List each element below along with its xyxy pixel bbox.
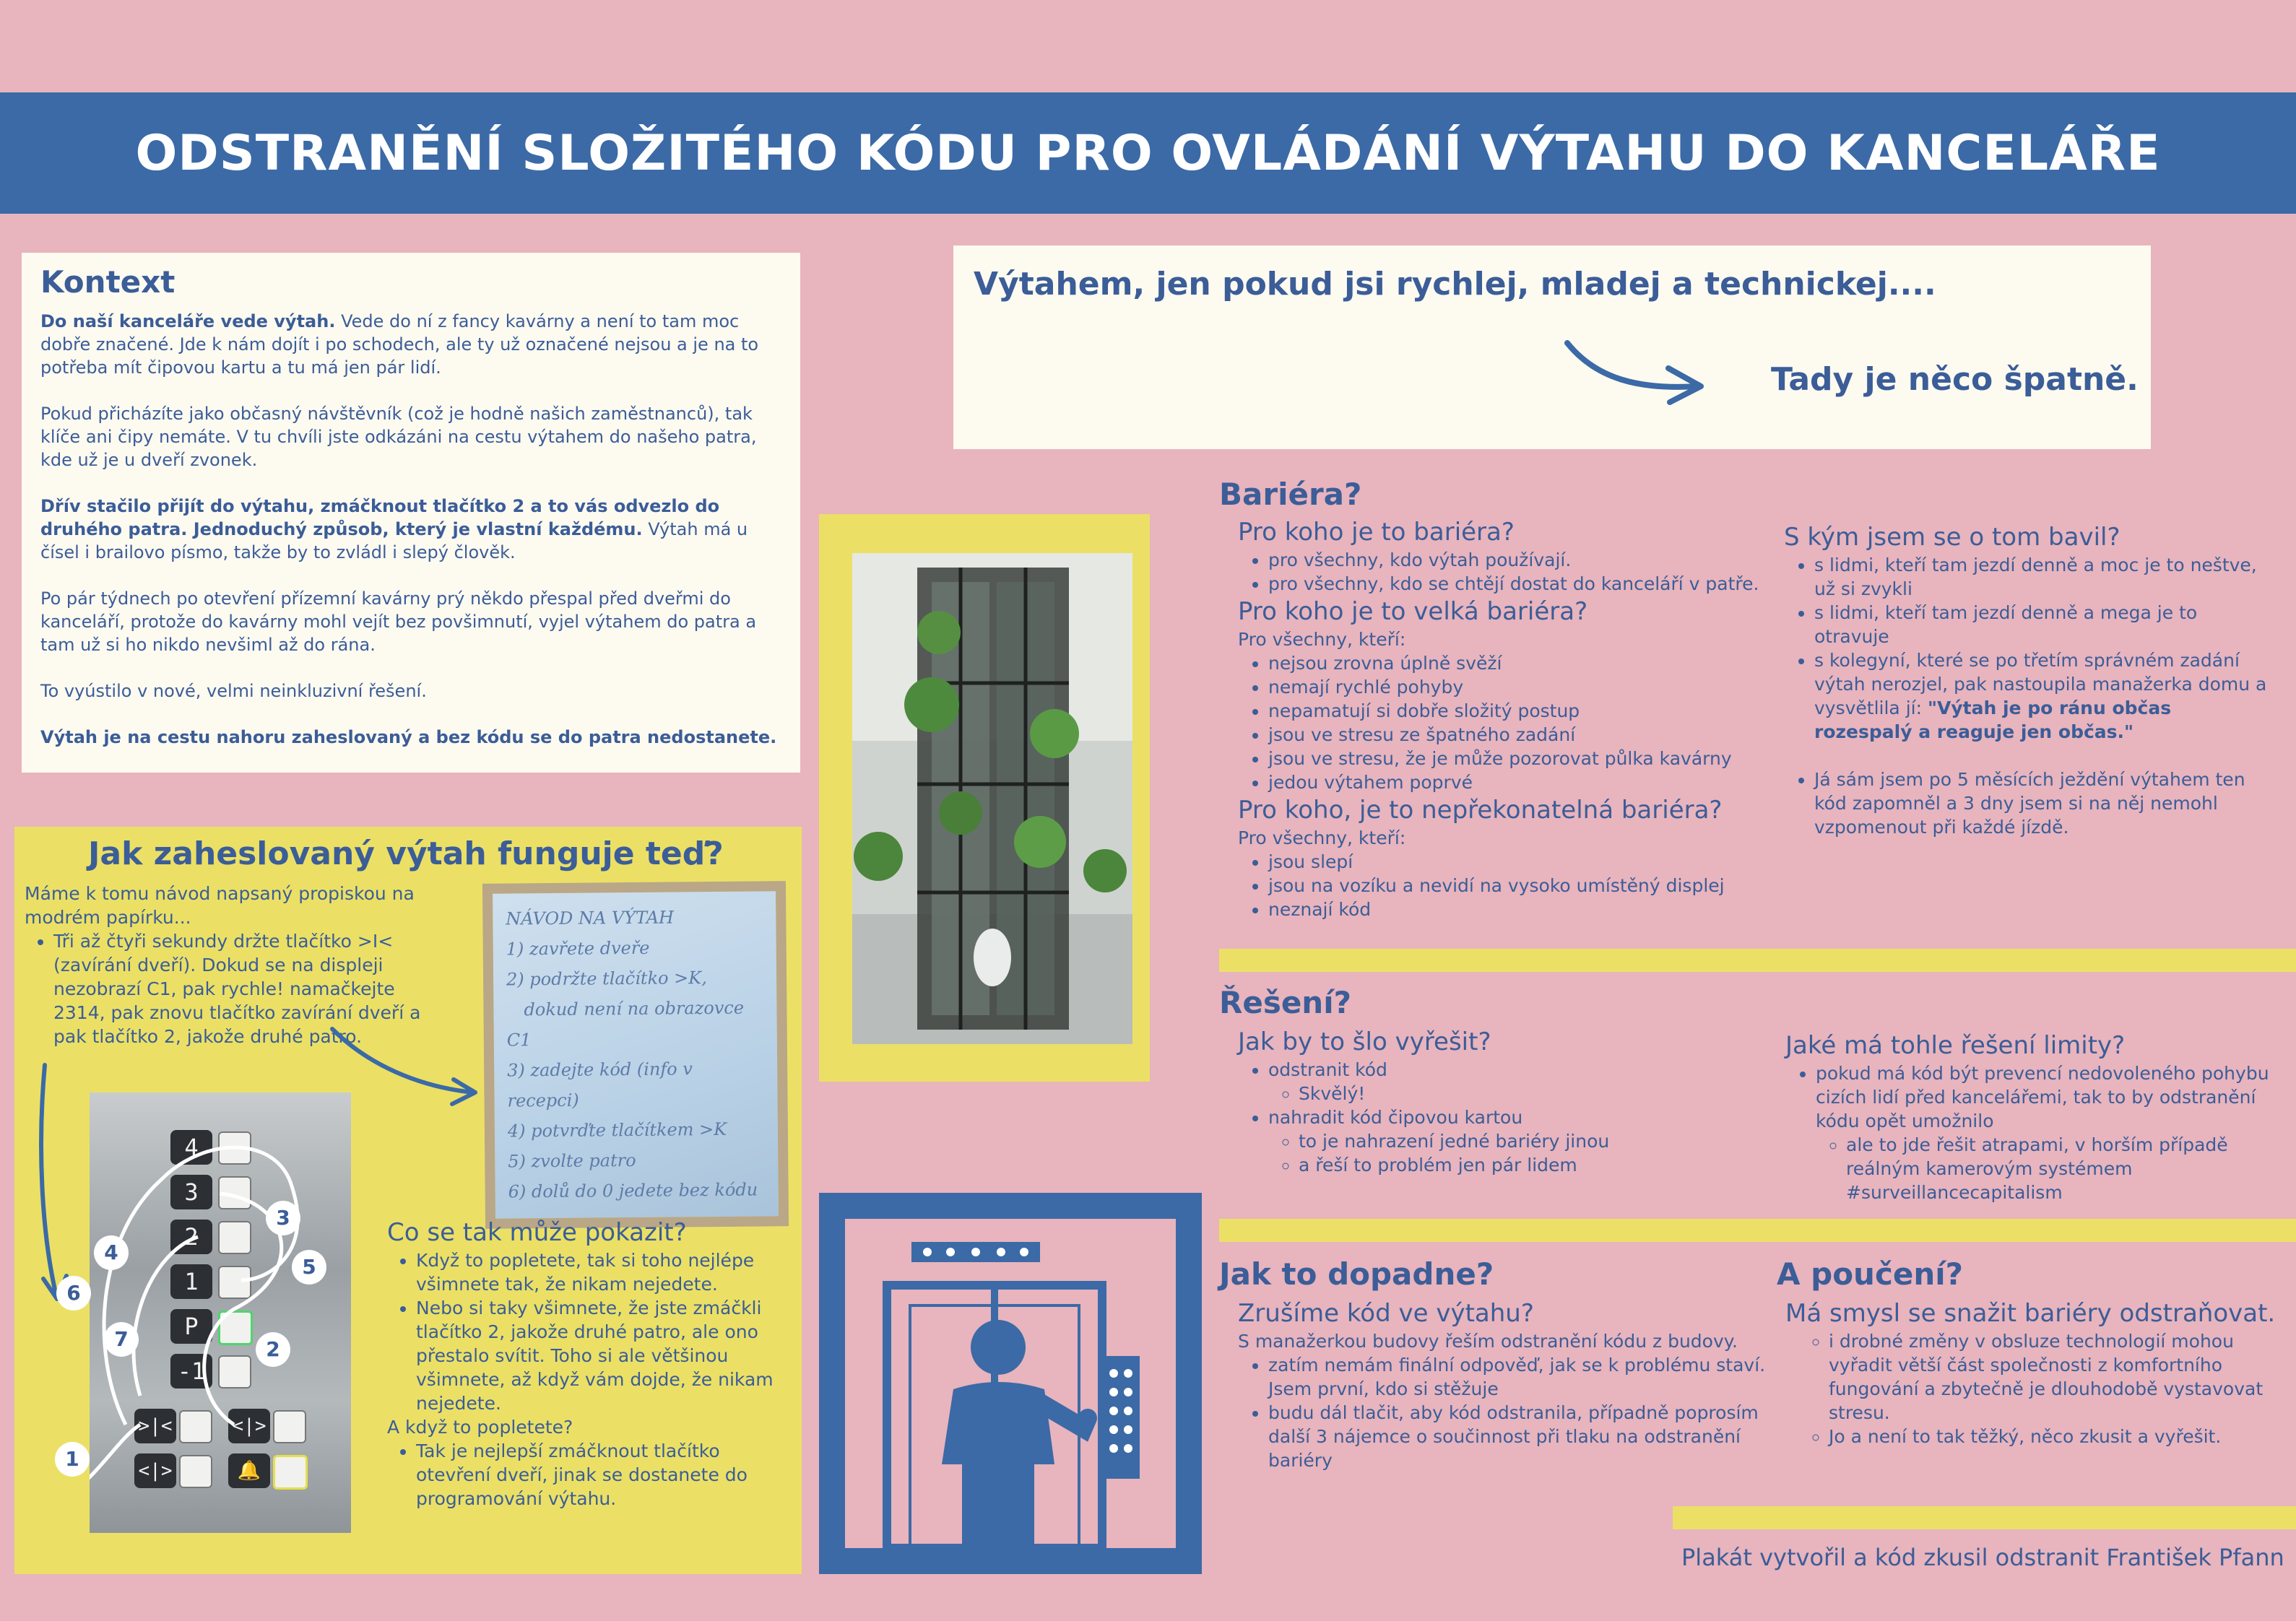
glass-elevator-drawing bbox=[852, 553, 1132, 1044]
context-panel bbox=[22, 253, 800, 773]
solution-q2: Jaké má tohle řešení limity? bbox=[1785, 1031, 2126, 1060]
step-circle: 4 bbox=[94, 1235, 129, 1270]
note-line: NÁVOD NA VÝTAH bbox=[506, 907, 675, 929]
note-line: 3) zadejte kód (info v recepci) bbox=[507, 1059, 693, 1111]
floor-button: 3 bbox=[170, 1175, 212, 1209]
glass-elevator-frame bbox=[819, 514, 1150, 1082]
floor-button: 1 bbox=[170, 1264, 212, 1299]
solution-q1: Jak by to šlo vyřešit? bbox=[1238, 1027, 1491, 1056]
list-item: • jsou ve stresu ze špatného zadání bbox=[1268, 723, 1768, 747]
list-item: ◦ ale to jde řešit atrapami, v horším případě reálným kamerovým systémem #surveillancecapitalism bbox=[1846, 1133, 2276, 1204]
list-item: • odstranit kód ◦ Skvělý! bbox=[1268, 1058, 1754, 1105]
talked-with-section bbox=[1784, 521, 2275, 839]
step-circle: 1 bbox=[55, 1442, 90, 1477]
context-paragraph-3: Dřív stačilo přijít do výtahu, zmáčknout tlačítko 2 a to vás odvezlo do druhého patra. Jednoduchý způsob, který je vlastní každému. Výtah má u čísel i brailovo písmo, takže by to zvládl i slepý člověk. bbox=[40, 496, 748, 562]
floor-button: 2 bbox=[170, 1220, 212, 1254]
lesson-section bbox=[1777, 1256, 2282, 1448]
open-doors-icon: <|> bbox=[134, 1453, 176, 1488]
context-paragraph-6: Výtah je na cestu nahoru zaheslovaný a bez kódu se do patra nedostanete. bbox=[40, 727, 777, 747]
note-line: 4) potvrďte tlačítkem >K bbox=[507, 1118, 727, 1142]
outcome-section bbox=[1219, 1256, 1768, 1472]
list-item: • budu dál tlačit, aby kód odstranila, případně poprosím další 3 nájemce o součinnost při tlaku na odstranění bariéry bbox=[1268, 1401, 1768, 1472]
list-item: • pro všechny, kdo se chtějí dostat do kanceláří v patře. bbox=[1268, 572, 1768, 596]
list-item: • Když to popletete, tak si toho nejlépe všimnete tak, že nikam nejedete. bbox=[416, 1248, 792, 1296]
outcome-lead: S manažerkou budovy řeším odstranění kódu z budovy. bbox=[1238, 1331, 1738, 1352]
divider-bar bbox=[1673, 1506, 2296, 1529]
outcome-q: Zrušíme kód ve výtahu? bbox=[1238, 1299, 1534, 1328]
list-item: ◦ i drobné změny v obsluze technologií mohou vyřadit větší část společnosti z komfortního fungování a zbytečně je dlouhodobě vystavovat stresu. bbox=[1829, 1329, 2282, 1425]
step-circle: 5 bbox=[292, 1250, 326, 1285]
floor-button: -1 bbox=[170, 1354, 212, 1389]
list-item: • s lidmi, kteří tam jezdí denně a mega je to otravuje bbox=[1814, 601, 2275, 648]
list-item: • jedou výtahem poprvé bbox=[1268, 770, 1768, 794]
what-can-go-wrong-heading: Co se tak může pokazit? bbox=[387, 1218, 687, 1247]
list-item: • Tak je nejlepší zmáčknout tlačítko otevření dveří, jinak se dostanete do programování výtahu. bbox=[416, 1439, 792, 1511]
barrier-q2-lead: Pro všechny, kteří: bbox=[1238, 629, 1406, 650]
how-it-works-step: • Tři až čtyři sekundy držte tlačítko >I< (zavírání dveří). Dokud se na displeji nezobrazí C1, pak rychle! namačkejte 2314, pak znovu tlačítko zavírání dveří a pak tlačítko 2, jakože druhé patro. bbox=[53, 929, 443, 1048]
arrow-to-panel-icon bbox=[30, 1058, 74, 1311]
button-sequence-path-icon bbox=[90, 1092, 351, 1533]
step-circle: 6 bbox=[56, 1276, 91, 1311]
note-line: 5) zvolte patro bbox=[508, 1150, 636, 1172]
step-circle: 7 bbox=[104, 1322, 139, 1357]
curved-arrow-icon bbox=[1546, 329, 1726, 408]
step-circle: 2 bbox=[256, 1332, 290, 1367]
barrier-q3-lead: Pro všechny, kteří: bbox=[1238, 827, 1406, 848]
person-using-elevator-icon bbox=[845, 1219, 1176, 1548]
divider-bar bbox=[1219, 949, 2296, 972]
handwritten-note-image bbox=[482, 881, 789, 1229]
elevator-button-panel-image bbox=[90, 1092, 351, 1533]
context-heading: Kontext bbox=[40, 264, 176, 300]
floor-button: 4 bbox=[170, 1130, 212, 1165]
step-circle: 3 bbox=[266, 1201, 300, 1235]
quote-line-2: Tady je něco špatně. bbox=[1771, 361, 2139, 398]
how-it-works-text: Máme k tomu návod napsaný propiskou na modrém papírku... • Tři až čtyři sekundy držte tlačítko >I< (zavírání dveří). Dokud se na displeji nezobrazí C1, pak rychle! namačkejte 2314, pak znovu tlačítko zavírání dveří a pak tlačítko 2, jakože druhé patro. bbox=[25, 882, 443, 1048]
bell-icon: 🔔 bbox=[228, 1453, 270, 1488]
lesson-q: Má smysl se snažit bariéry odstraňovat. bbox=[1785, 1299, 2276, 1328]
solution-section bbox=[1219, 985, 1754, 1177]
note-line: 2) podržte tlačítko >K, bbox=[506, 968, 707, 990]
list-item: • nepamatují si dobře složitý postup bbox=[1268, 699, 1768, 723]
note-line: C1 bbox=[506, 1030, 532, 1051]
barrier-q1: Pro koho je to bariéra? bbox=[1238, 518, 1515, 547]
list-item: • nejsou zrovna úplně svěží bbox=[1268, 651, 1768, 675]
list-item: ◦ a řeší to problém jen pár lidem bbox=[1299, 1153, 1754, 1177]
what-can-go-wrong-section bbox=[387, 1217, 792, 1511]
footer-credit: Plakát vytvořil a kód zkusil odstranit František Pfann bbox=[1681, 1544, 2284, 1571]
list-item: • nemají rychlé pohyby bbox=[1268, 675, 1768, 699]
how-it-works-panel bbox=[14, 827, 802, 1574]
list-item: • jsou ve stresu, že je může pozorovat půlka kavárny bbox=[1268, 747, 1768, 770]
quote-panel bbox=[953, 245, 2151, 449]
list-item: • neznají kód bbox=[1268, 898, 1768, 921]
outcome-heading: Jak to dopadne? bbox=[1219, 1256, 1494, 1292]
list-item: • s kolegyní, které se po třetím správném zadání výtah nerozjel, pak nastoupila manažerka domu a vysvětlila jí: "Výtah je po ránu občas rozespalý a reaguje jen občas." bbox=[1814, 648, 2275, 744]
title-banner bbox=[0, 92, 2296, 214]
list-item: • pokud má kód být prevencí nedovoleného pohybu cizích lidí před kancelářemi, tak to by odstranění kódu opět umožnilo ◦ ale to jde řešit atrapami, v horším případě reálným kamerovým systémem #surveillancecapitalism bbox=[1816, 1061, 2276, 1204]
context-paragraph-5: To vyústilo v nové, velmi neinkluzivní řešení. bbox=[40, 681, 427, 701]
list-item: • jsou na vozíku a nevidí na vysoko umístěný displej bbox=[1268, 874, 1768, 898]
divider-bar bbox=[1219, 1219, 2296, 1242]
barrier-section bbox=[1219, 477, 1768, 921]
context-paragraph-4: Po pár týdnech po otevření přízemní kavárny prý někdo přespal před dveřmi do kanceláří, protože do kavárny mohl vejít bez povšimnutí, vyjel výtahem do patra a tam už si ho nikdo nevšiml až do rána. bbox=[40, 588, 757, 655]
barrier-heading: Bariéra? bbox=[1219, 477, 1362, 512]
list-item: ◦ to je nahrazení jedné bariéry jinou bbox=[1299, 1129, 1754, 1153]
open-doors-icon: <|> bbox=[228, 1409, 270, 1443]
lesson-heading: A poučení? bbox=[1777, 1256, 1963, 1292]
talked-with-heading: S kým jsem se o tom bavil? bbox=[1784, 523, 2120, 552]
list-item: • nahradit kód čipovou kartou ◦ to je nahrazení jedné bariéry jinou ◦ a řeší to problém jen pár lidem bbox=[1268, 1105, 1754, 1177]
context-paragraph-1: Do naší kanceláře vede výtah. Vede do ní z fancy kavárny a není to tam moc dobře značené. Jde k nám dojít i po schodech, ale ty už označené nejsou a je na to potřeba mít čipovou kartu a tu má jen pár lidí. bbox=[40, 311, 759, 378]
list-item: ◦ Skvělý! bbox=[1299, 1082, 1754, 1105]
list-item: • s lidmi, kteří tam jezdí denně a moc je to neštve, už si zvykli bbox=[1814, 553, 2275, 601]
list-item: • pro všechny, kdo výtah používají. bbox=[1268, 548, 1768, 572]
elevator-illustration-frame bbox=[819, 1193, 1202, 1574]
quote-line-1: Výtahem, jen pokud jsi rychlej, mladej a technickej.... bbox=[974, 266, 1936, 303]
close-doors-icon: >|< bbox=[134, 1409, 176, 1443]
how-it-works-heading: Jak zaheslovaný výtah funguje teď? bbox=[88, 835, 724, 872]
context-paragraph-2: Pokud přicházíte jako občasný návštěvník (což je hodně našich zaměstnanců), tak klíče ani čipy nemáte. V tu chvíli jste odkázáni na cestu výtahem do našeho patra, kde už je u dveří zvonek. bbox=[40, 404, 757, 470]
list-item: • Já sám jsem po 5 měsících ježdění výtahem ten kód zapomněl a 3 dny jsem si na něj nemohl vzpomenout při každé jízdě. bbox=[1814, 768, 2275, 839]
barrier-q2: Pro koho je to velká bariéra? bbox=[1238, 597, 1588, 626]
note-line: dokud není na obrazovce bbox=[524, 997, 745, 1020]
note-line: 6) dolů do 0 jedete bez kódu bbox=[508, 1179, 758, 1202]
solution-heading: Řešení? bbox=[1219, 985, 1351, 1020]
page-title: ODSTRANĚNÍ SLOŽITÉHO KÓDU PRO OVLÁDÁNÍ VÝTAHU DO KANCELÁŘE bbox=[135, 124, 2161, 182]
solution-limits-section bbox=[1785, 1030, 2276, 1204]
list-item: • jsou slepí bbox=[1268, 850, 1768, 874]
floor-button: P bbox=[170, 1309, 212, 1344]
list-item: ◦ Jo a není to tak těžký, něco zkusit a vyřešit. bbox=[1829, 1425, 2282, 1448]
if-mistake-heading: A když to popletete? bbox=[387, 1417, 573, 1438]
list-item: • Nebo si taky všimnete, že jste zmáčkli tlačítko 2, jakože druhé patro, ale ono přestalo svítit. Toho si ale většinou všimnete, až když vám dojde, že nikam nejedete. bbox=[416, 1296, 792, 1415]
glass-elevator-image bbox=[852, 553, 1132, 1044]
list-item: • zatím nemám finální odpověď, jak se k problému staví. Jsem první, kdo si stěžuje bbox=[1268, 1353, 1768, 1401]
barrier-q3: Pro koho, je to nepřekonatelná bariéra? bbox=[1238, 796, 1723, 825]
note-line: 1) zavřete dveře bbox=[506, 937, 650, 960]
